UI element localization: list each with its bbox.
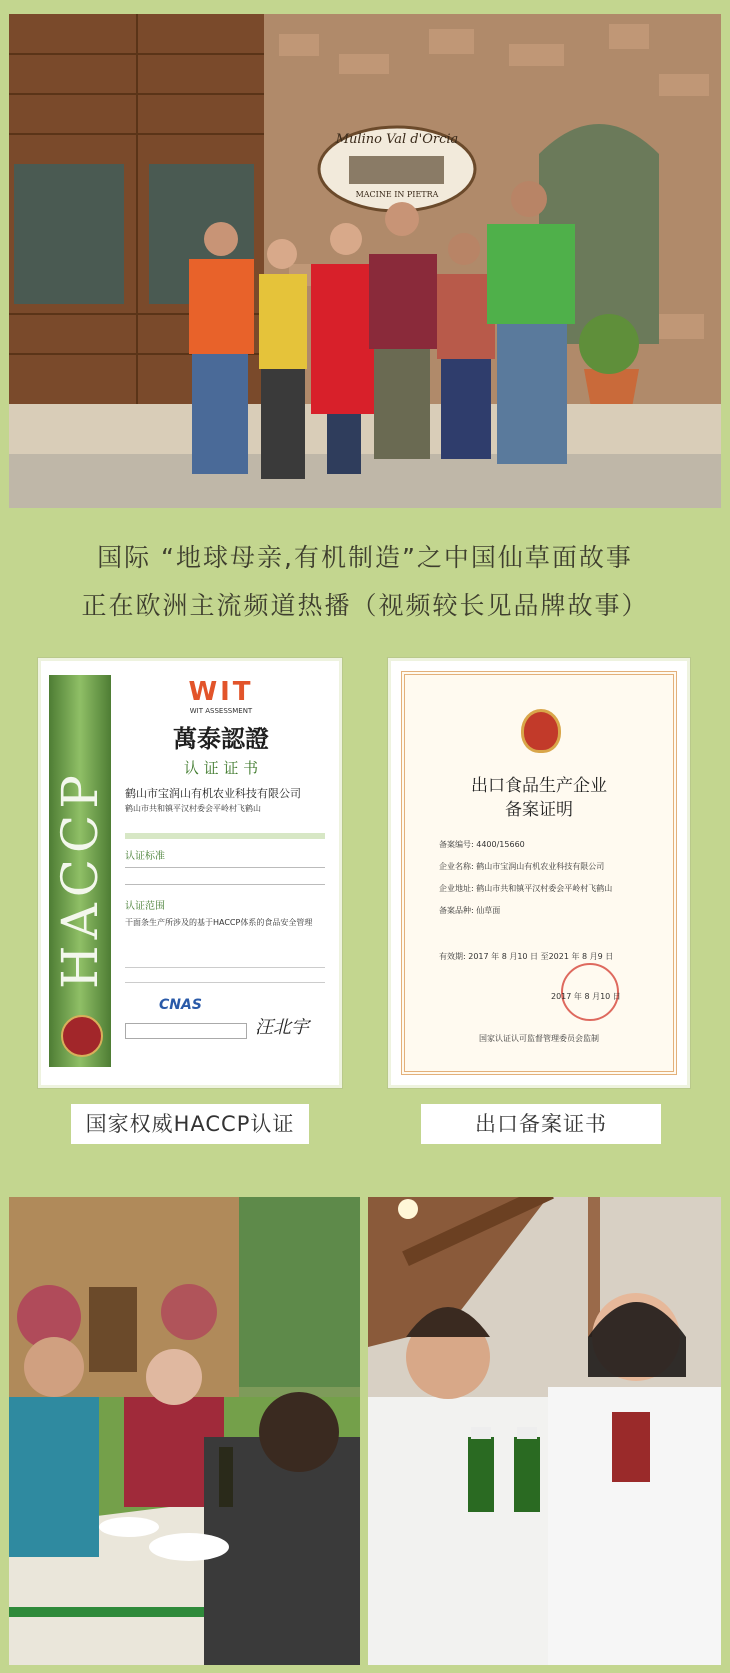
- export-field-value: 鹤山市共和镇平汉村委会平岭村飞鹤山: [476, 884, 613, 893]
- cnas-logo: CNAS: [159, 997, 202, 1013]
- cert-detail-lines: [125, 967, 325, 983]
- cert-title: 认 证 证 书: [183, 759, 259, 777]
- export-title-line-2: 备案证明: [505, 800, 573, 820]
- cert-scope-text: 干面条生产所涉及的基于HACCP体系的食品安全管理: [125, 918, 313, 927]
- export-issuer: 国家认证认可监督管理委员会监制: [479, 1034, 599, 1043]
- photo-lab-green-juice: [368, 1197, 721, 1665]
- export-field-row: [439, 883, 612, 894]
- cert-section-standard: 认证标准: [125, 851, 165, 862]
- export-field-row: [439, 839, 525, 850]
- cert-body-line: [125, 833, 325, 839]
- haccp-vertical-strip: [49, 675, 111, 1067]
- mill-sign-subtitle: MACINE IN PIETRA: [355, 190, 439, 199]
- cert-company: 鹤山市宝润山有机农业科技有限公司: [125, 787, 301, 800]
- haccp-vertical-label: HACCP: [51, 769, 109, 989]
- cert-footer-boxes: [125, 1023, 247, 1039]
- export-field-label: 企业名称:: [439, 862, 474, 871]
- haccp-seal-icon: [61, 1015, 103, 1057]
- export-field-row: [439, 905, 500, 916]
- caption-export: 出口备案证书: [421, 1104, 661, 1144]
- cert-signature: 汪北宇: [255, 1017, 309, 1038]
- export-validity-value: 2017 年 8 月10 日 至2021 年 8 月9 日: [468, 952, 614, 961]
- cert-brand: 萬泰認證: [173, 725, 269, 753]
- export-title-line-1: 出口食品生产企业: [471, 776, 607, 796]
- export-certificate: [388, 658, 690, 1088]
- export-field-value: 仙草面: [476, 906, 501, 915]
- wit-logo: WIT: [188, 677, 254, 707]
- export-validity: [439, 951, 613, 962]
- mill-sign-title: Mulino Val d'Orcia: [335, 132, 459, 147]
- headline-line-1: 国际 “地球母亲,有机制造”之中国仙草面故事: [97, 543, 633, 572]
- export-validity-label: 有效期:: [439, 952, 466, 961]
- group-photo-mill: [9, 14, 721, 508]
- wit-logo-sub: WIT ASSESSMENT: [189, 707, 253, 715]
- haccp-certificate: [38, 658, 342, 1088]
- export-emblem-icon: [521, 709, 561, 753]
- export-field-label: 备案编号:: [439, 840, 474, 849]
- export-field-value: 4400/15660: [476, 840, 525, 849]
- cert-section-scope: 认证范围: [125, 901, 165, 912]
- headline-line-2: 正在欧洲主流频道热播（视频较长见品牌故事）: [81, 591, 649, 620]
- export-field-value: 鹤山市宝润山有机农业科技有限公司: [476, 862, 605, 871]
- cert-standard-lines: [125, 867, 325, 885]
- cert-address: 鹤山市共和镇平汉村委会平岭村飞鹤山: [125, 804, 261, 813]
- export-date: 2017 年 8 月10 日: [551, 992, 621, 1001]
- caption-haccp: 国家权威HACCP认证: [71, 1104, 309, 1144]
- export-field-label: 企业地址:: [439, 884, 474, 893]
- export-field-row: [439, 861, 604, 872]
- export-field-label: 备案品种:: [439, 906, 474, 915]
- photo-outdoor-lunch: [9, 1197, 360, 1665]
